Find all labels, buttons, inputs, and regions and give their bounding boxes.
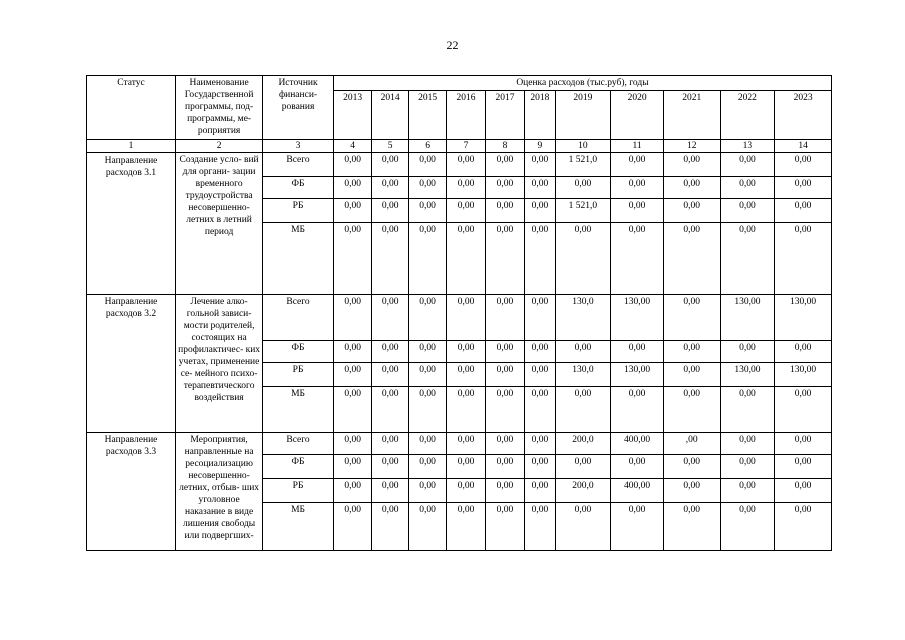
expense-value: 0,00 — [663, 341, 720, 363]
expense-value: 0,00 — [555, 223, 611, 295]
expense-value: 0,00 — [447, 387, 485, 433]
column-index: 14 — [775, 140, 832, 153]
expense-value: 0,00 — [663, 503, 720, 551]
expense-value: 0,00 — [525, 455, 555, 479]
expense-value: 0,00 — [333, 341, 371, 363]
column-index: 9 — [525, 140, 555, 153]
expense-value: 0,00 — [408, 479, 446, 503]
header-source: Источник финанси- рования — [263, 76, 334, 140]
expense-value: 0,00 — [333, 153, 371, 177]
expense-value: 130,00 — [720, 363, 775, 387]
expense-value: 0,00 — [408, 177, 446, 199]
expense-value: 0,00 — [775, 177, 832, 199]
expense-value: 0,00 — [372, 433, 408, 455]
column-index: 1 — [87, 140, 176, 153]
header-year: 2023 — [775, 91, 832, 140]
expense-value: 0,00 — [720, 479, 775, 503]
expense-value: 0,00 — [720, 341, 775, 363]
direction-status: Направление расходов 3.2 — [87, 295, 176, 433]
column-index: 2 — [176, 140, 263, 153]
column-index: 8 — [485, 140, 524, 153]
direction-status: Направление расходов 3.3 — [87, 433, 176, 551]
expense-value: 0,00 — [447, 479, 485, 503]
expense-value: 130,00 — [720, 295, 775, 341]
expense-value: 0,00 — [333, 363, 371, 387]
column-index: 6 — [408, 140, 446, 153]
expense-value: 0,00 — [525, 387, 555, 433]
expense-value: 0,00 — [663, 153, 720, 177]
expense-value: 0,00 — [333, 295, 371, 341]
funding-source: ФБ — [263, 177, 334, 199]
expense-value: 0,00 — [663, 199, 720, 223]
expense-value: 0,00 — [720, 387, 775, 433]
expense-value: 0,00 — [372, 177, 408, 199]
expense-value: 0,00 — [611, 503, 664, 551]
expense-value: 0,00 — [447, 177, 485, 199]
expense-value: 0,00 — [525, 295, 555, 341]
expense-value: 0,00 — [775, 223, 832, 295]
expense-value: 0,00 — [485, 223, 524, 295]
expense-value: 0,00 — [663, 387, 720, 433]
expense-value: 200,0 — [555, 433, 611, 455]
expense-value: 0,00 — [372, 341, 408, 363]
budget-table — [86, 75, 832, 551]
expense-value: 200,0 — [555, 479, 611, 503]
expense-value: 0,00 — [663, 455, 720, 479]
expense-value: 0,00 — [333, 503, 371, 551]
expense-value: 0,00 — [447, 223, 485, 295]
expense-value: 0,00 — [408, 363, 446, 387]
column-index: 13 — [720, 140, 775, 153]
expense-value: 0,00 — [447, 153, 485, 177]
expense-value: 0,00 — [333, 479, 371, 503]
expense-value: 0,00 — [525, 153, 555, 177]
header-year: 2015 — [408, 91, 446, 140]
expense-value: 0,00 — [611, 387, 664, 433]
header-year: 2016 — [447, 91, 485, 140]
expense-value: 0,00 — [485, 433, 524, 455]
expense-value: 0,00 — [447, 341, 485, 363]
expense-value: 0,00 — [663, 223, 720, 295]
expense-value: 0,00 — [720, 455, 775, 479]
expense-value: 0,00 — [555, 177, 611, 199]
expense-value: 0,00 — [775, 455, 832, 479]
expense-value: 0,00 — [720, 223, 775, 295]
table-row — [87, 433, 832, 455]
funding-source: МБ — [263, 503, 334, 551]
expense-value: 0,00 — [408, 433, 446, 455]
expense-value: 0,00 — [720, 153, 775, 177]
expense-value: 0,00 — [408, 503, 446, 551]
expense-value: 0,00 — [447, 363, 485, 387]
expense-value: 0,00 — [408, 199, 446, 223]
page-number: 22 — [446, 38, 459, 52]
column-index: 4 — [333, 140, 371, 153]
expense-value: 0,00 — [408, 341, 446, 363]
expense-value: 130,00 — [775, 295, 832, 341]
column-index: 5 — [372, 140, 408, 153]
activity-name: Мероприятия, направленные на ресоциализацию несовершенно- летних, отбыв- ших уголовное наказание в виде лишения свободы или подвергших- — [176, 433, 263, 551]
expense-value: 0,00 — [485, 295, 524, 341]
activity-name: Лечение алко- гольной зависи- мости родителей, состоящих на профилактичес- ких учетах, применение се- мейного психо- терапевтического воздействия — [176, 295, 263, 433]
column-index: 10 — [555, 140, 611, 153]
expense-value: 0,00 — [372, 455, 408, 479]
expense-value: 0,00 — [485, 199, 524, 223]
expense-value: 0,00 — [372, 479, 408, 503]
expense-value: 0,00 — [485, 387, 524, 433]
expense-value: 0,00 — [485, 177, 524, 199]
funding-source: Всего — [263, 153, 334, 177]
expense-value: 130,00 — [611, 295, 664, 341]
expense-value: 0,00 — [663, 177, 720, 199]
header-year: 2018 — [525, 91, 555, 140]
funding-source: РБ — [263, 479, 334, 503]
expense-value: 0,00 — [611, 341, 664, 363]
expense-value: 0,00 — [525, 223, 555, 295]
funding-source: МБ — [263, 223, 334, 295]
expense-value: 0,00 — [775, 503, 832, 551]
funding-source: Всего — [263, 433, 334, 455]
expense-value: 0,00 — [525, 177, 555, 199]
expense-value: 0,00 — [611, 455, 664, 479]
expense-value: 0,00 — [485, 341, 524, 363]
column-index: 3 — [263, 140, 334, 153]
expense-value: 0,00 — [408, 223, 446, 295]
expense-value: 0,00 — [611, 153, 664, 177]
expense-value: 0,00 — [333, 199, 371, 223]
expense-value: 400,00 — [611, 433, 664, 455]
expense-value: 0,00 — [408, 387, 446, 433]
expense-value: 0,00 — [525, 503, 555, 551]
expense-value: 0,00 — [525, 199, 555, 223]
header-year: 2019 — [555, 91, 611, 140]
expense-value: 0,00 — [555, 387, 611, 433]
header-year: 2022 — [720, 91, 775, 140]
expense-value: 0,00 — [611, 223, 664, 295]
table-row — [87, 295, 832, 341]
expense-value: 0,00 — [611, 177, 664, 199]
expense-value: 0,00 — [447, 503, 485, 551]
expense-value: 0,00 — [555, 455, 611, 479]
expense-value: 0,00 — [333, 223, 371, 295]
expense-value: 0,00 — [333, 177, 371, 199]
funding-source: ФБ — [263, 455, 334, 479]
expense-value: 0,00 — [775, 433, 832, 455]
table-row — [87, 153, 832, 177]
column-index: 11 — [611, 140, 664, 153]
header-year: 2021 — [663, 91, 720, 140]
expense-value: 0,00 — [447, 433, 485, 455]
funding-source: РБ — [263, 199, 334, 223]
expense-value: 130,0 — [555, 363, 611, 387]
expense-value: 0,00 — [372, 363, 408, 387]
expense-value: 1 521,0 — [555, 199, 611, 223]
expense-value: 0,00 — [372, 153, 408, 177]
expense-value: 0,00 — [485, 479, 524, 503]
expense-value: 0,00 — [663, 363, 720, 387]
expense-value: 0,00 — [485, 503, 524, 551]
column-index: 12 — [663, 140, 720, 153]
funding-source: ФБ — [263, 341, 334, 363]
direction-status: Направление расходов 3.1 — [87, 153, 176, 295]
expense-value: 0,00 — [663, 479, 720, 503]
expense-value: 0,00 — [525, 341, 555, 363]
header-year: 2020 — [611, 91, 664, 140]
header-year: 2013 — [333, 91, 371, 140]
expense-value: 0,00 — [485, 455, 524, 479]
expense-value: 0,00 — [372, 503, 408, 551]
expense-value: 0,00 — [555, 503, 611, 551]
expense-value: 0,00 — [447, 199, 485, 223]
expense-value: 1 521,0 — [555, 153, 611, 177]
header-estimate: Оценка расходов (тыс.руб), годы — [333, 76, 831, 91]
expense-value: 0,00 — [485, 363, 524, 387]
expense-value: 0,00 — [775, 199, 832, 223]
expense-value: 0,00 — [775, 387, 832, 433]
expense-value: 0,00 — [333, 455, 371, 479]
expense-value: ,00 — [663, 433, 720, 455]
expense-value: 0,00 — [525, 479, 555, 503]
header-year: 2014 — [372, 91, 408, 140]
expense-value: 0,00 — [775, 341, 832, 363]
expense-value: 130,0 — [555, 295, 611, 341]
expense-value: 0,00 — [333, 387, 371, 433]
expense-value: 0,00 — [720, 503, 775, 551]
header-name: Наименование Государственной программы, под- программы, ме- роприятия — [176, 76, 263, 140]
expense-value: 0,00 — [611, 199, 664, 223]
expense-value: 0,00 — [408, 455, 446, 479]
expense-value: 0,00 — [333, 433, 371, 455]
expense-value: 0,00 — [372, 199, 408, 223]
expense-value: 0,00 — [408, 153, 446, 177]
expense-value: 0,00 — [720, 177, 775, 199]
expense-value: 0,00 — [372, 223, 408, 295]
expense-value: 0,00 — [525, 433, 555, 455]
expense-value: 0,00 — [525, 363, 555, 387]
expense-value: 0,00 — [372, 295, 408, 341]
expense-value: 0,00 — [555, 341, 611, 363]
expense-value: 130,00 — [775, 363, 832, 387]
expense-value: 0,00 — [663, 295, 720, 341]
expense-value: 0,00 — [447, 455, 485, 479]
expense-value: 0,00 — [485, 153, 524, 177]
funding-source: РБ — [263, 363, 334, 387]
column-index: 7 — [447, 140, 485, 153]
funding-source: Всего — [263, 295, 334, 341]
expense-value: 0,00 — [447, 295, 485, 341]
header-year: 2017 — [485, 91, 524, 140]
funding-source: МБ — [263, 387, 334, 433]
expense-value: 0,00 — [775, 153, 832, 177]
expense-value: 400,00 — [611, 479, 664, 503]
expense-value: 0,00 — [372, 387, 408, 433]
header-status: Статус — [87, 76, 176, 140]
expense-value: 130,00 — [611, 363, 664, 387]
expense-value: 0,00 — [775, 479, 832, 503]
activity-name: Создание усло- вий для органи- зации временного трудоустройства несовершенно- летних в летний период — [176, 153, 263, 295]
expense-value: 0,00 — [408, 295, 446, 341]
expense-value: 0,00 — [720, 433, 775, 455]
expense-value: 0,00 — [720, 199, 775, 223]
